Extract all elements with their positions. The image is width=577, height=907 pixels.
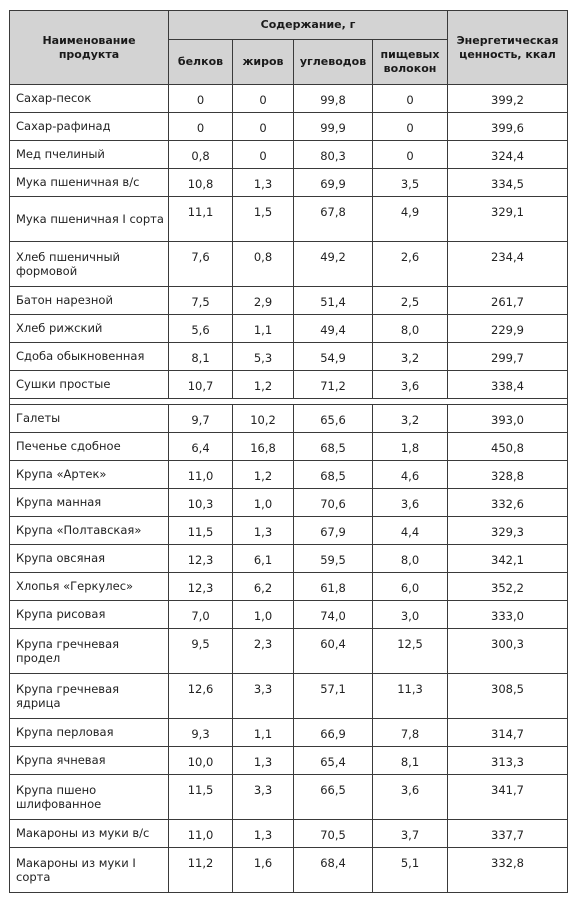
cell-fiber: 8,0 (373, 315, 448, 343)
cell-fat: 1,3 (233, 169, 294, 197)
cell-fiber: 3,6 (373, 371, 448, 399)
cell-product-name: Крупа «Полтавская» (10, 517, 169, 545)
cell-protein: 8,1 (169, 343, 233, 371)
cell-fat: 3,3 (233, 674, 294, 719)
cell-fat: 1,2 (233, 371, 294, 399)
cell-energy: 333,0 (448, 601, 568, 629)
cell-energy: 399,2 (448, 85, 568, 113)
cell-fat: 1,0 (233, 601, 294, 629)
table-row (10, 820, 568, 848)
cell-energy: 234,4 (448, 242, 568, 287)
cell-fat: 1,1 (233, 719, 294, 747)
table-body (10, 85, 568, 893)
cell-carbs: 67,8 (294, 197, 373, 242)
cell-protein: 7,0 (169, 601, 233, 629)
table-row (10, 405, 568, 433)
cell-fiber: 2,5 (373, 287, 448, 315)
cell-product-name: Макароны из муки I сорта (10, 848, 169, 893)
table-row (10, 85, 568, 113)
cell-carbs: 61,8 (294, 573, 373, 601)
cell-fiber: 3,5 (373, 169, 448, 197)
cell-energy: 332,8 (448, 848, 568, 893)
table-row (10, 775, 568, 820)
cell-carbs: 67,9 (294, 517, 373, 545)
cell-fiber: 3,0 (373, 601, 448, 629)
cell-energy: 334,5 (448, 169, 568, 197)
table-row (10, 141, 568, 169)
cell-fat: 2,9 (233, 287, 294, 315)
cell-product-name: Хлопья «Геркулес» (10, 573, 169, 601)
cell-energy: 308,5 (448, 674, 568, 719)
cell-fiber: 4,4 (373, 517, 448, 545)
cell-fiber: 7,8 (373, 719, 448, 747)
cell-product-name: Крупа рисовая (10, 601, 169, 629)
cell-product-name: Мед пчелиный (10, 141, 169, 169)
cell-carbs: 51,4 (294, 287, 373, 315)
cell-energy: 399,6 (448, 113, 568, 141)
cell-product-name: Крупа гречневая ядрица (10, 674, 169, 719)
cell-fat: 1,3 (233, 820, 294, 848)
cell-carbs: 57,1 (294, 674, 373, 719)
cell-energy: 450,8 (448, 433, 568, 461)
table-row (10, 461, 568, 489)
cell-energy: 229,9 (448, 315, 568, 343)
table-row (10, 371, 568, 399)
cell-protein: 9,7 (169, 405, 233, 433)
cell-product-name: Макароны из муки в/с (10, 820, 169, 848)
cell-carbs: 49,2 (294, 242, 373, 287)
header-energy: Энергетическая ценность, ккал (448, 11, 568, 85)
cell-product-name: Сахар-песок (10, 85, 169, 113)
cell-product-name: Мука пшеничная в/с (10, 169, 169, 197)
cell-product-name: Крупа гречневая продел (10, 629, 169, 674)
cell-carbs: 68,5 (294, 461, 373, 489)
cell-fat: 1,2 (233, 461, 294, 489)
cell-fiber: 3,7 (373, 820, 448, 848)
cell-product-name: Хлеб рижский (10, 315, 169, 343)
header-content-group: Содержание, г (169, 11, 448, 40)
table-row (10, 169, 568, 197)
cell-protein: 11,0 (169, 461, 233, 489)
cell-energy: 314,7 (448, 719, 568, 747)
cell-product-name: Крупа овсяная (10, 545, 169, 573)
table-row (10, 573, 568, 601)
table-row (10, 242, 568, 287)
table-row (10, 719, 568, 747)
cell-fiber: 3,2 (373, 343, 448, 371)
table-row (10, 848, 568, 893)
table-row (10, 113, 568, 141)
cell-fiber: 3,6 (373, 775, 448, 820)
cell-fiber: 1,8 (373, 433, 448, 461)
cell-energy: 338,4 (448, 371, 568, 399)
cell-energy: 300,3 (448, 629, 568, 674)
cell-carbs: 59,5 (294, 545, 373, 573)
cell-carbs: 68,5 (294, 433, 373, 461)
cell-carbs: 80,3 (294, 141, 373, 169)
cell-fiber: 0 (373, 85, 448, 113)
table-row (10, 629, 568, 674)
cell-carbs: 66,9 (294, 719, 373, 747)
table-row (10, 287, 568, 315)
cell-fat: 16,8 (233, 433, 294, 461)
cell-carbs: 99,8 (294, 85, 373, 113)
cell-energy: 261,7 (448, 287, 568, 315)
cell-carbs: 66,5 (294, 775, 373, 820)
cell-fiber: 4,9 (373, 197, 448, 242)
cell-fat: 1,0 (233, 489, 294, 517)
cell-product-name: Крупа пшено шлифованное (10, 775, 169, 820)
table-row (10, 197, 568, 242)
table-row (10, 545, 568, 573)
cell-protein: 11,0 (169, 820, 233, 848)
cell-product-name: Мука пшеничная I сорта (10, 197, 169, 242)
cell-fat: 1,3 (233, 517, 294, 545)
cell-fiber: 0 (373, 113, 448, 141)
cell-energy: 352,2 (448, 573, 568, 601)
cell-carbs: 70,6 (294, 489, 373, 517)
cell-fat: 1,1 (233, 315, 294, 343)
cell-fiber: 8,1 (373, 747, 448, 775)
cell-protein: 11,5 (169, 775, 233, 820)
cell-energy: 328,8 (448, 461, 568, 489)
cell-product-name: Галеты (10, 405, 169, 433)
cell-carbs: 49,4 (294, 315, 373, 343)
table-row (10, 747, 568, 775)
cell-product-name: Крупа перловая (10, 719, 169, 747)
cell-energy: 324,4 (448, 141, 568, 169)
table-row (10, 517, 568, 545)
cell-protein: 12,3 (169, 573, 233, 601)
header-fiber: пищевых волокон (373, 40, 448, 85)
table-row (10, 343, 568, 371)
cell-fiber: 4,6 (373, 461, 448, 489)
cell-fat: 1,3 (233, 747, 294, 775)
table-row (10, 433, 568, 461)
header-fat: жиров (233, 40, 294, 85)
cell-product-name: Сушки простые (10, 371, 169, 399)
cell-energy: 299,7 (448, 343, 568, 371)
cell-fat: 5,3 (233, 343, 294, 371)
cell-fiber: 3,6 (373, 489, 448, 517)
cell-protein: 10,7 (169, 371, 233, 399)
cell-protein: 0 (169, 85, 233, 113)
cell-fiber: 0 (373, 141, 448, 169)
cell-fat: 2,3 (233, 629, 294, 674)
cell-fat: 1,6 (233, 848, 294, 893)
cell-carbs: 74,0 (294, 601, 373, 629)
cell-protein: 7,5 (169, 287, 233, 315)
cell-protein: 6,4 (169, 433, 233, 461)
cell-energy: 332,6 (448, 489, 568, 517)
cell-energy: 342,1 (448, 545, 568, 573)
cell-fat: 0 (233, 113, 294, 141)
table-row (10, 489, 568, 517)
cell-fiber: 11,3 (373, 674, 448, 719)
cell-energy: 313,3 (448, 747, 568, 775)
cell-product-name: Крупа ячневая (10, 747, 169, 775)
cell-fiber: 12,5 (373, 629, 448, 674)
cell-protein: 10,8 (169, 169, 233, 197)
cell-protein: 9,3 (169, 719, 233, 747)
cell-protein: 0 (169, 113, 233, 141)
cell-product-name: Сдоба обыкновенная (10, 343, 169, 371)
cell-energy: 393,0 (448, 405, 568, 433)
table-row (10, 601, 568, 629)
cell-fiber: 3,2 (373, 405, 448, 433)
table-row (10, 315, 568, 343)
cell-product-name: Крупа манная (10, 489, 169, 517)
cell-fat: 0 (233, 85, 294, 113)
header-carbs: углеводов (294, 40, 373, 85)
cell-fat: 3,3 (233, 775, 294, 820)
cell-protein: 7,6 (169, 242, 233, 287)
cell-energy: 341,7 (448, 775, 568, 820)
table-row (10, 674, 568, 719)
nutrition-table (9, 10, 568, 893)
cell-product-name: Хлеб пшеничный формовой (10, 242, 169, 287)
cell-energy: 329,1 (448, 197, 568, 242)
cell-carbs: 65,4 (294, 747, 373, 775)
cell-carbs: 71,2 (294, 371, 373, 399)
header-product-name: Наименование продукта (10, 11, 169, 85)
cell-protein: 11,5 (169, 517, 233, 545)
cell-carbs: 69,9 (294, 169, 373, 197)
cell-protein: 9,5 (169, 629, 233, 674)
cell-carbs: 68,4 (294, 848, 373, 893)
cell-carbs: 54,9 (294, 343, 373, 371)
cell-product-name: Батон нарезной (10, 287, 169, 315)
cell-product-name: Сахар-рафинад (10, 113, 169, 141)
header-protein: белков (169, 40, 233, 85)
cell-protein: 11,1 (169, 197, 233, 242)
cell-fat: 10,2 (233, 405, 294, 433)
cell-protein: 10,0 (169, 747, 233, 775)
cell-carbs: 70,5 (294, 820, 373, 848)
cell-protein: 12,6 (169, 674, 233, 719)
cell-carbs: 60,4 (294, 629, 373, 674)
cell-product-name: Печенье сдобное (10, 433, 169, 461)
cell-fat: 6,1 (233, 545, 294, 573)
cell-protein: 5,6 (169, 315, 233, 343)
cell-carbs: 99,9 (294, 113, 373, 141)
cell-energy: 337,7 (448, 820, 568, 848)
cell-protein: 12,3 (169, 545, 233, 573)
cell-fiber: 8,0 (373, 545, 448, 573)
cell-protein: 11,2 (169, 848, 233, 893)
cell-fat: 0,8 (233, 242, 294, 287)
cell-product-name: Крупа «Артек» (10, 461, 169, 489)
cell-fiber: 5,1 (373, 848, 448, 893)
cell-fat: 6,2 (233, 573, 294, 601)
cell-protein: 10,3 (169, 489, 233, 517)
cell-fat: 1,5 (233, 197, 294, 242)
cell-fat: 0 (233, 141, 294, 169)
cell-protein: 0,8 (169, 141, 233, 169)
cell-fiber: 2,6 (373, 242, 448, 287)
cell-energy: 329,3 (448, 517, 568, 545)
nutrition-table-container (9, 10, 567, 893)
cell-fiber: 6,0 (373, 573, 448, 601)
cell-carbs: 65,6 (294, 405, 373, 433)
